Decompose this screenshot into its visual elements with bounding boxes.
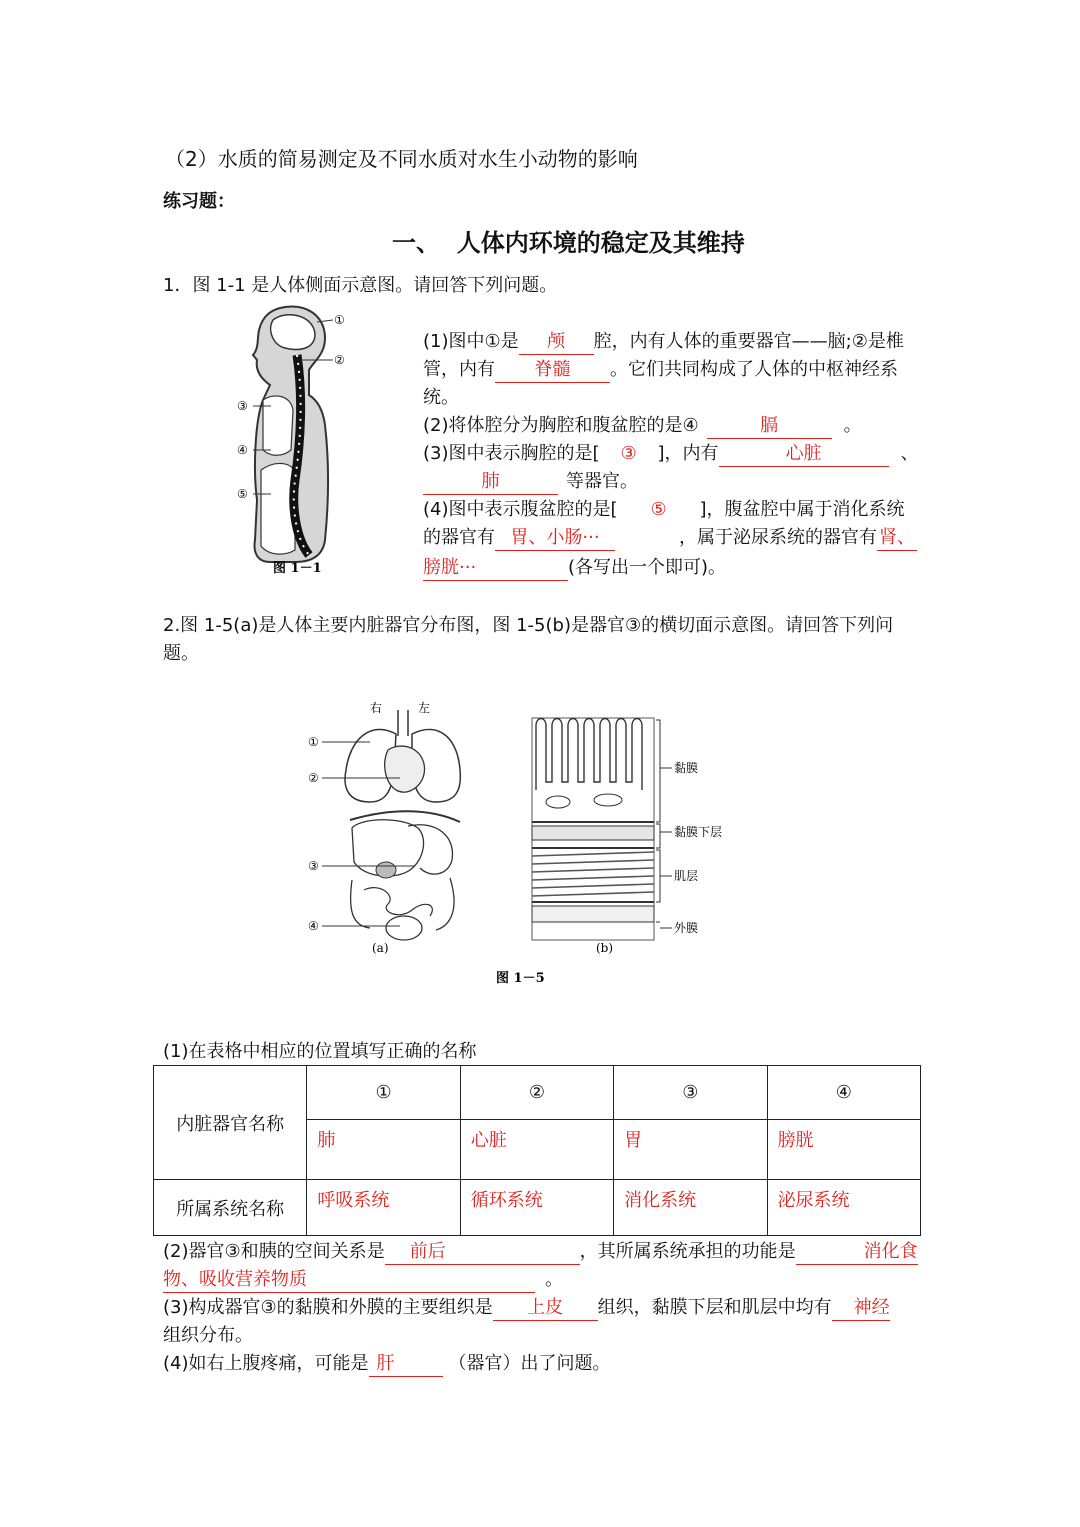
- fig-a-sub: (a): [372, 941, 389, 955]
- fig-b-sub: (b): [596, 941, 614, 955]
- fig2-caption: 图 1－5: [496, 971, 545, 986]
- q2-stem: 2.图 1-5(a)是人体主要内脏器官分布图，图 1-5(b)是器官③的横切面示意图。请回答下列问: [163, 615, 894, 636]
- fig1-label: ⑤: [237, 487, 248, 501]
- table-cell: 循环系统: [460, 1180, 613, 1236]
- answer-blank: 物、吸收营养物质: [163, 1268, 535, 1293]
- answer-blank: 消化食: [796, 1240, 918, 1265]
- q1-line9: 膀胱··· (各写出一个即可)。: [423, 554, 726, 582]
- q2-sub3: (3)构成器官③的黏膜和外膜的主要组织是 上皮 组织，黏膜下层和肌层中均有 神经: [163, 1294, 890, 1322]
- fig-b-layer: 黏膜下层: [674, 825, 723, 839]
- answer-blank: 颅: [519, 330, 594, 355]
- answer-blank: 神经: [832, 1296, 890, 1321]
- q1-line6: 肺 等器官。: [423, 468, 638, 496]
- row1-label: 内脏器官名称: [154, 1066, 307, 1180]
- col-header: ④: [767, 1066, 920, 1120]
- table-cell: 心脏: [460, 1120, 613, 1180]
- q2-sub1: (1)在表格中相应的位置填写正确的名称: [163, 1041, 477, 1062]
- answer-blank: 上皮: [493, 1296, 598, 1321]
- col-header: ①: [307, 1066, 460, 1120]
- body-side-figure: [225, 300, 355, 585]
- answer-blank: 心脏: [719, 442, 889, 467]
- answer-blank: 膀胱···: [423, 556, 568, 581]
- answer-blank: 肾、: [877, 526, 917, 551]
- q2-sub2-cont: 物、吸收营养物质 。: [163, 1266, 563, 1294]
- table-cell: 消化系统: [614, 1180, 767, 1236]
- table-cell: 呼吸系统: [307, 1180, 460, 1236]
- fig1-label: ①: [334, 313, 345, 327]
- q1-line7: (4)图中表示腹盆腔的是[ ⑤ ]，腹盆腔中属于消化系统: [423, 499, 905, 520]
- q2-sub3-cont: 组织分布。: [163, 1325, 253, 1346]
- fig-b-layer: 外膜: [674, 921, 699, 935]
- fig-a-label: ①: [308, 735, 319, 749]
- fig1-label: ④: [237, 443, 248, 457]
- table-cell: 肺: [307, 1120, 460, 1180]
- fig1-label: ③: [237, 399, 248, 413]
- exercise-label: 练习题：: [163, 191, 235, 212]
- answer-blank: 膈: [707, 414, 832, 439]
- q2-stem-cont: 题。: [163, 643, 199, 664]
- table-cell: 胃: [614, 1120, 767, 1180]
- fig1-label: ②: [334, 353, 345, 367]
- table-cell: 泌尿系统: [767, 1180, 920, 1236]
- q1-line4: (2)将体腔分为胸腔和腹盆腔的是④ 膈 。: [423, 412, 862, 440]
- q1-line1: (1)图中①是 颅 腔，内有人体的重要器官——脑;②是椎: [423, 328, 904, 356]
- answer-blank: 肺: [423, 470, 558, 495]
- q2-sub4: (4)如右上腹疼痛，可能是 肝 （器官）出了问题。: [163, 1350, 611, 1378]
- answer-blank: 脊髓: [495, 358, 610, 383]
- answer-blank: 胃、小肠···: [495, 526, 615, 551]
- fig1-caption: 图 1－1: [273, 561, 322, 576]
- fig-a-label: ②: [308, 771, 319, 785]
- chapter-title: 一、 人体内环境的稳定及其维持: [392, 229, 745, 257]
- q1-line2: 管，内有 脊髓 。它们共同构成了人体的中枢神经系: [423, 356, 898, 384]
- fig-a-label: ④: [308, 919, 319, 933]
- table-cell: 膀胱: [767, 1120, 920, 1180]
- q1-line8: 的器官有 胃、小肠··· ，属于泌尿系统的器官有 肾、: [423, 524, 917, 552]
- row2-label: 所属系统名称: [154, 1180, 307, 1236]
- q1-line5: (3)图中表示胸腔的是[ ③ ]，内有 心脏 、: [423, 440, 919, 468]
- answer-blank: 前后: [385, 1240, 580, 1265]
- fig-a-right: 右: [370, 701, 383, 715]
- col-header: ②: [460, 1066, 613, 1120]
- q1-stem: 1．图 1-1 是人体侧面示意图。请回答下列问题。: [163, 275, 558, 296]
- col-header: ③: [614, 1066, 767, 1120]
- fig-a-left: 左: [418, 701, 431, 715]
- q1-line3: 统。: [423, 387, 459, 408]
- fig-a-label: ③: [308, 859, 319, 873]
- organ-figure: [300, 690, 735, 990]
- q2-sub2: (2)器官③和胰的空间关系是 前后 ，其所属系统承担的功能是 消化食: [163, 1238, 918, 1266]
- organ-table: [153, 1065, 921, 1236]
- fig-b-layer: 肌层: [674, 869, 699, 883]
- fig-b-layer: 黏膜: [674, 761, 699, 775]
- section-item: （2）水质的简易测定及不同水质对水生小动物的影响: [165, 147, 638, 171]
- answer-blank: 肝: [369, 1352, 443, 1377]
